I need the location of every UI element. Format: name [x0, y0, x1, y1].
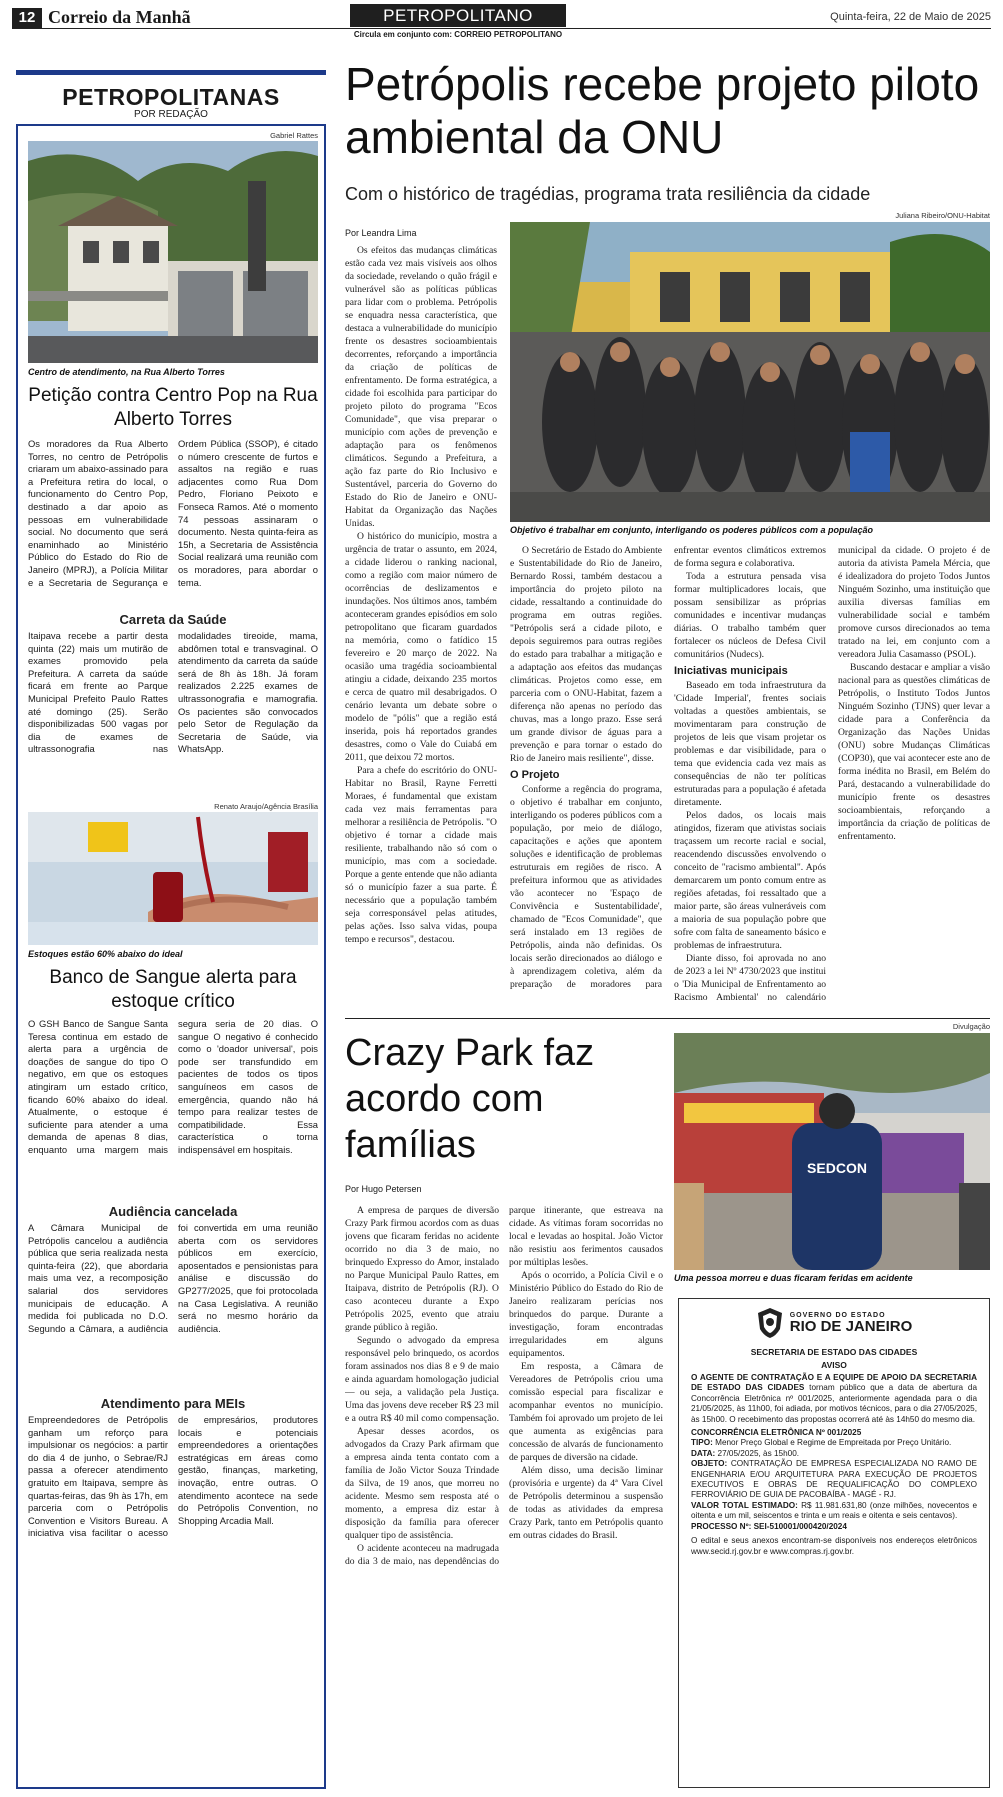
paragraph: Diante disso, foi aprovada no ano de 2023 a lei Nº 4730/2023 que institui o 'Dia Municipal de Enfrentamento ao Racismo Ambiental' no calendário municipal da cidade. O projeto é de autoria da ativista Pamela Mércia, que é idealizadora do projeto Todos Juntos Ninguém Sozinho, uma instituição que auxilia diversas famílias em vulnerabilidade social e também promove cursos direcionados ao tema tratado na lei, em conjunto com a vereadora Julia Casamasso (PSOL).	[674, 545, 990, 1003]
paragraph: Toda a estrutura pensada visa formar multiplicadores locais, que possam sensibilizar as próprias comunidades e incentivar mudanças diárias. O trabalho também quer fortalecer os núcleos de Defesa Civil comunitários (Nudecs).	[674, 571, 826, 660]
ce-title: CONCORRÊNCIA ELETRÔNICA Nº 001/2025	[691, 1428, 862, 1438]
story-text: Empreendedores de Petrópolis ganham um reforço para impulsionar os negócios: a partir do dia 4 de junho, o Sebrae/RJ passa a oferecer atendimento gratuito em Itaipava, sempre às quartas-feiras, das 9h às 17h, em parceria com o Petrópolis Convention e Visitors Bureau. A iniciativa visa facilitar o acesso de empresários, produtores locais e potenciais empreendedores a orientações estratégicas em áreas como gestão, finanças, marketing, inovação, entre outras. O atendimento acontece na sede do Petrópolis Convention, no Shopping Arcadia Mall.	[28, 1414, 318, 1539]
notice-objeto	[691, 1459, 977, 1501]
blood-donation-image	[28, 812, 318, 945]
main-story-column-1	[345, 244, 497, 1012]
masthead: Correio da Manhã	[48, 7, 191, 27]
story-headline: Audiência cancelada	[108, 1204, 238, 1219]
photo-credit: Renato Araujo/Agência Brasília	[214, 802, 318, 811]
story-headline: Atendimento para MEIs	[100, 1396, 246, 1411]
story-headline: Banco de Sangue alerta para estoque crítico	[49, 967, 297, 1012]
paragraph: A empresa de parques de diversão Crazy Park firmou acordos com as duas jovens que ficaram feridas no acidente ocorrido no dia 3 de maio, no brinquedo Expresso do Amor, instalado no Parque Municipal Paulo Rattes, em Itaipava, distrito de Petrópolis (RJ). O caso aconteceu durante a Expo Petrópolis 2025, evento que atraiu grande público à região.	[345, 1205, 499, 1333]
building-photo-image	[28, 141, 318, 363]
main-byline: Por Leandra Lima	[345, 228, 417, 238]
secretariat: SECRETARIA DE ESTADO DAS CIDADES	[750, 1347, 918, 1357]
second-story-columns	[345, 1204, 663, 1789]
photo-credit: Juliana Ribeiro/ONU-Habitat	[895, 211, 990, 220]
crazy-park-photo	[674, 1033, 990, 1270]
label: VALOR TOTAL ESTIMADO:	[691, 1500, 798, 1510]
sidebar-title: PETROPOLITANAS	[62, 84, 280, 110]
paragraph: Segundo o advogado da empresa responsável pelo brinquedo, os acordos foram assinados nos dias 8 e 9 de maio e ainda aguardam homologação judicial — ou seja, a validação pela Justiça. Uma das jovens deve receber R$ 23 mil e a outra R$ 40 mil como compensação.	[345, 1335, 499, 1424]
label: DATA:	[691, 1448, 716, 1458]
subhead: O Projeto	[510, 769, 560, 781]
photo-credit: Gabriel Rattes	[270, 131, 318, 140]
paragraph: O Secretário de Estado do Ambiente e Sustentabilidade do Rio de Janeiro, Bernardo Rossi, também destacou a importância do projeto piloto na cidade, ressaltando a continuidade do programa em outras regiões. "Petrópolis será a cidade piloto, e depois seguiremos para outras regiões do estado para trabalhar a mitigação e a adaptação aos efeitos das mudanças climáticas. Projetos como esse, em parceria com o ONU-Habitat, fazem a diferença não apenas no período das chuvas, mas a longo prazo. Esse será um grande divisor de águas para a prevenção e para tornar o estado do Rio de Janeiro mais resiliente", disse.	[510, 545, 662, 764]
label: OBJETO:	[691, 1459, 728, 1469]
paragraph: Para a chefe do escritório do ONU-Habitar no Brasil, Rayne Ferretti Moraes, é fundamental que existam cada vez mais ferramentas para melhorar a resiliência de Petrópolis. "O objetivo é tornar a cidade mais resiliente, trabalhando não só com o município, mas com a sociedade. Porque a gente entende que não adianta só o município fazer a sua parte. É necessário que a população também seja corresponsável pelas atitudes, pelas ações. Isso salva vidas, poupa tempo e recursos", destacou.	[345, 765, 497, 945]
paragraph: Em resposta, a Câmara de Vereadores de Petrópolis criou uma comissão especial para fiscalizar e acompanhar eventos no município. Também foi aprovado um projeto de lei que aumenta as exigências para concessão de alvarás de funcionamento de parques de diversão na cidade.	[509, 1361, 663, 1463]
photo-caption: Objetivo é trabalhar em conjunto, interligando os poderes públicos com a população	[510, 525, 874, 535]
main-story-columns	[510, 544, 990, 1012]
story-body	[28, 1222, 318, 1382]
photo-caption: Estoques estão 60% abaixo do ideal	[28, 949, 183, 959]
notice-footer: O edital e seus anexos encontram-se disponíveis nos endereços eletrônicos www.secid.rj.gov.br e www.compras.rj.gov.br.	[691, 1536, 977, 1556]
value: Menor Preço Global e Regime de Empreitada por Preço Unitário.	[712, 1438, 952, 1448]
sidebar	[16, 124, 326, 1789]
paragraph: Os efeitos das mudanças climáticas estão cada vez mais visíveis aos olhos da sociedade, revelando o quão frágil e vulnerável são as políticas públicas para lidar com o problema. Petrópolis se enquadra nessa característica, que destaca a vulnerabilidade do município frente os desastres socioambientais decorrentes, reforçando a importância da criação de políticas de enfrentamento. De forma estratégica, a cidade foi escolhida para participar do projeto piloto do programa "Ecos Comunidade", que visa preparar o município com ações de prevenção e adaptação para os fenômenos climáticos. Segundo a Prefeitura, a ação faz parte do Rio Inclusivo e Sustentável, parceria do Governo do Estado do Rio de Janeiro e ONU-Habitat da Organização das Nações Unidas.	[345, 245, 497, 529]
gov-line-1: GOVERNO DO ESTADO	[789, 1312, 886, 1319]
value: CONTRATAÇÃO DE EMPRESA ESPECIALIZADA NO RAMO DE ENGENHARIA E/OU ARQUITETURA PARA EXECUÇÃO DE PROJETOS EXECUTIVOS E OBRAS DE REQUALIFICAÇÃO DO COMPLEXO FERROVIÁRIO DE GUIA DE PACOBAÍBA - MAGÉ - RJ.	[691, 1459, 977, 1500]
story-body	[28, 438, 318, 598]
story-text: O GSH Banco de Sangue Santa Teresa continua em estado de alerta para a urgência de doações de sangue do tipo O negativo, em que os estoques atingiram um estado crítico, ficando 60% abaixo do ideal. Atualmente, o estoque é suficiente para atender a uma demanda de apenas 8 dias, enquanto uma margem mais segura seria de 20 dias. O sangue O negativo é conhecido como o 'doador universal', pois pode ser transfundido em pacientes de todos os tipos sanguíneos em casos de emergência, quando não há tempo para realizar testes de compatibilidade. Essa característica o torna indispensável em hospitais.	[28, 1018, 318, 1155]
value: SEI-510001/000420/2024	[751, 1521, 847, 1531]
main-headline: Petrópolis recebe projeto piloto ambiental da ONU	[345, 58, 980, 163]
paragraph: Buscando destacar e ampliar a visão nacional para as questões climáticas de Petrópolis, o Instituto Todos Juntos Ninguém Sozinho (TJNS) quer levar a cidade para a Conferência da Organização das Nações Unidas (ONU) sobre Mudanças Climáticas (COP30), que vai acontecer este ano de forma inédita no Brasil, em Belém do Pará, destacando a vulnerabilidade do município frente os desastres socioambientais, reforçando a importância da criação de políticas de enfrentamento.	[838, 662, 990, 842]
story-text: A Câmara Municipal de Petrópolis cancelou a audiência pública que seria realizada nesta quinta-feira (22), que abordaria mais uma vez, a recomposição salarial dos servidores municipais de educação. A medida foi publicada no D.O. Segundo a Câmara, a audiência foi convertida em uma reunião aberta com os servidores públicos em exercício, aposentados e pensionistas para análise e discussão do GP277/2025, que foi protocolada na Casa Legislativa. A reunião será no mesmo horário da audiência.	[28, 1222, 318, 1334]
group-photo	[510, 222, 990, 522]
government-logo	[691, 1307, 977, 1339]
photo-caption: Uma pessoa morreu e duas ficaram feridas em acidente	[674, 1273, 913, 1283]
paragraph: Pelos dados, os locais mais atingidos, fizeram que ativistas sociais traçassem um recorte racial e social, reacendendo discussões envolvendo o conceito de "racismo ambiental". Após demarcarem um ponto comum entre as regiões afetadas, foi ressaltado que a maior parte, são áreas vulneráveis com a maioria de sua população pobre que sofre com falta de saneamento básico e problemas de infraestrutura.	[674, 810, 826, 951]
label: PROCESSO Nº:	[691, 1521, 752, 1531]
label: TIPO:	[691, 1438, 713, 1448]
sidebar-byline: POR REDAÇÃO	[134, 109, 208, 120]
paragraph: Além disso, uma decisão liminar (provisória e urgente) da 4ª Vara Cível de Petrópolis determinou a suspensão de todas as atividades da empresa Crazy Park, tanto em Petrópolis quanto em outras cidades do Brasil.	[509, 1465, 663, 1541]
notice-valor	[691, 1501, 977, 1522]
notice-intro	[691, 1373, 977, 1425]
paragraph: O acidente aconteceu na madrugada do dia 3 de maio, nas dependências do parque itinerante, que estreava na cidade. As vítimas foram socorridas no local e levadas ao hospital. João Victor não resistiu aos ferimentos causados por múltiplas lesões.	[345, 1205, 663, 1567]
section-label: PETROPOLITANO	[350, 4, 566, 27]
second-byline: Por Hugo Petersen	[345, 1184, 422, 1194]
story-body	[28, 1414, 318, 1589]
notice-processo	[691, 1522, 977, 1532]
paragraph: Baseado em toda infraestrutura da 'Cidade Imperial', frentes sociais voltadas a questões ambientais, se movimentaram para construção de projetos de leis que visam projetar os problemas e dar visibilidade, para o tema que evidencia cada vez mais as consequências de não ter políticas estruturadas para a população é afetada diretamente.	[674, 680, 826, 808]
notice-intro-bold: O AGENTE DE CONTRATAÇÃO E A EQUIPE DE APOIO DA SECRETARIA DE ESTADO DAS CIDADES	[691, 1373, 977, 1393]
notice-intro-rest: tornam público que a data de abertura da Concorrência Eletrônica nº 001/2025, anteriormente agendada para o dia 21/05/2025, às 11h00, foi adiada, por motivos técnicos, para o dia 27/05/2025, às 15h00. O recebimento das propostas ocorrerá até às 14h50 do mesmo dia.	[691, 1383, 977, 1424]
value: R$ 11.981.631,80 (onze milhões, novecentos e oitenta e um mil, seiscentos e trinta e um reais e oitenta e seis centavos).	[691, 1500, 977, 1521]
paragraph: O histórico do município, mostra a urgência de tratar o assunto, em 2024, a cidade liderou o ranking nacional, como a região com maior número de ocorrências de deslizamentos e inundações. Nos últimos anos, também aconteceram grandes episódios em solo petropolitano que ficaram guardados na memória, como o fatídico 15 fevereiro e 20 março de 2022. Na ocasião uma tragédia socioambiental atingiu a cidade, deixando 235 mortos e cerca de quatro mil desabrigados. O cenário levanta um debate sobre o modelo de "pólis" que a região está inserida, pois há reportados grandes desastres, como o Vale do Cuiabá em 2011, que deixou 72 mortos.	[345, 531, 497, 763]
story-text: Os moradores da Rua Alberto Torres, no centro de Petrópolis criaram um abaixo-assinado para a Prefeitura retira do local, o funcionamento do Centro Pop, destinado a dar apoio as pessoas em vulnerabilidade social. No documento que será enaminhado ao Ministério Público do Estado do Rio de Janeiro (MPRJ), a Polícia Militar e a Secretaria de Segurança e Ordem Pública (SSOP), é citado o número crescente de furtos e assaltos na região e ruas adjacentes como Rua Dom Pedro, Floriano Peixoto e Fonseca Ramos. Até o momento 74 pessoas assinaram o documento. Nesta quinta-feira as 15h, a Secretaria de Assistência Social realizará uma reunião com os moradores, para abordar o tema.	[28, 438, 318, 588]
paragraph: Após o ocorrido, a Polícia Civil e o Ministério Público do Estado do Rio de Janeiro realizaram perícias nos brinquedos do parque. Durante a investigação, foram encontradas irregularidades em alguns equipamentos.	[509, 1270, 663, 1359]
sidebar-top-bar	[16, 70, 326, 75]
group-photo-image	[510, 222, 990, 522]
coat-of-arms-icon	[756, 1307, 784, 1339]
notice-title: AVISO	[821, 1360, 847, 1370]
page-number: 12	[12, 8, 42, 28]
main-subheadline: Com o histórico de tragédias, programa trata resiliência da cidade	[345, 184, 871, 204]
story-divider	[345, 1018, 990, 1019]
crazy-park-image	[674, 1033, 990, 1270]
second-headline: Crazy Park faz acordo com famílias	[345, 1032, 595, 1166]
notice-data	[691, 1449, 977, 1459]
photo-caption: Centro de atendimento, na Rua Alberto Torres	[28, 367, 225, 377]
blood-donation-photo	[28, 812, 318, 945]
story-headline: Carreta da Saúde	[119, 612, 227, 627]
story-text: Itaipava recebe a partir desta quinta (22) mais um mutirão de exames promovido pela Prefeitura. A carreta da saúde ficará em frente ao Parque Municipal Prefeito Paulo Rattes até domingo (25). Serão disponibilizadas 500 vagas por dia de exames de ultrassonografia nas modalidades tireoide, mama, abdômen total e transvaginal. O atendimento da carreta da saúde será de 8h às 18h. Já foram realizados 2.225 exames de ultrassonografia e mamografia. Os pacientes são convocados pelo Setor de Regulação da Secretaria de Saúde, via WhatsApp.	[28, 630, 318, 755]
story-body	[28, 630, 318, 790]
subhead: Iniciativas municipais	[674, 665, 788, 677]
value: 27/05/2025, às 15h00.	[715, 1448, 800, 1458]
building-photo	[28, 141, 318, 363]
photo-credit: Divulgação	[952, 1022, 990, 1031]
legal-notice	[678, 1298, 990, 1788]
circulation-note: Circula em conjunto com: CORREIO PETROPOLITANO	[353, 30, 563, 39]
vest-text: SEDCON	[807, 1160, 867, 1176]
gov-line-2: RIO DE JANEIRO	[789, 1318, 913, 1335]
notice-tipo	[691, 1438, 977, 1448]
page-header	[0, 0, 1003, 40]
header-rule	[12, 28, 991, 29]
paragraph: Apesar desses acordos, os advogados da Crazy Park afirmam que a empresa ainda tenta contato com a família de João Victor Souza Trindade da Silva, de 19 anos, que morreu no acidente. Mesmo sem resposta até o momento, a empresa diz estar à disposição da família para oferecer qualquer tipo de assistência.	[345, 1426, 499, 1541]
story-body	[28, 1018, 318, 1188]
header-date: Quinta-feira, 22 de Maio de 2025	[830, 11, 991, 23]
paragraph: Conforme a regência do programa, o objetivo é trabalhar em conjunto, interligando os poderes públicos com a população, por meio de diálogo, capacitações e ações que apontem soluções e identificação de problemas estruturais em regiões de risco. A prefeitura informou que as atividades vão acontecer no 'Espaço de Convivência e Sustentabilidade', chamado de "Ecos Comunidade", que será instalado em 13 regiões de Petrópolis, ainda não definidas. Os locais serão direcionados ao diálogo e à aprendizagem coletiva, além da preparação de moradores para enfrentar eventos climáticos extremos de forma segura e colaborativa.	[510, 545, 826, 990]
story-headline: Petição contra Centro Pop na Rua Alberto Torres	[28, 385, 318, 430]
